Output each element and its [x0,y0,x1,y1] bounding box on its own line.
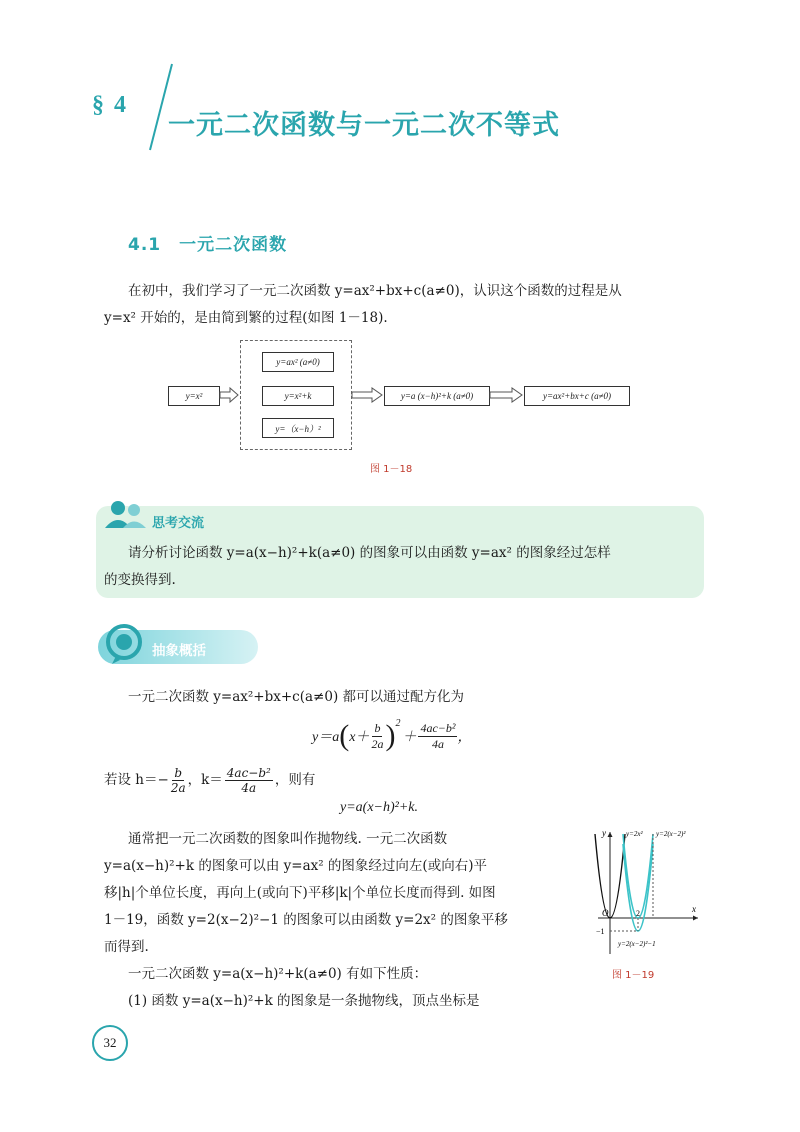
let-k: ，k＝ [187,771,223,788]
figure-1-19-caption: 图 1－19 [612,970,655,981]
intro-line-1: 在初中，我们学习了一元二次函数 y=ax²+bx+c(a≠0)，认识这个函数的过程是从 [128,283,622,299]
f1-x: x＋ [349,730,370,745]
body-line-3: 移|h|个单位长度，再向上(或向下)平移|k|个单位长度而得到. 如图 [104,885,496,901]
formula-completed-square [312,712,471,760]
box-y-x-h-sq: y=（x−h）² [262,418,334,438]
label-two: 2 [636,909,640,918]
subsection-title: 4.1 一元二次函数 [128,235,288,255]
let-frac-k [225,766,273,795]
label-curve-2x2: y=2x² [626,830,643,838]
box-vertex-form: y=a (x−h)²+k (a≠0) [384,386,490,406]
f1-frac-disc [418,721,457,752]
f1-square: 2 [395,718,401,729]
let-suffix: ，则有 [274,771,316,788]
body-line-6: 一元二次函数 y=a(x−h)²+k(a≠0) 有如下性质： [128,966,428,982]
think-line-2: 的变换得到. [104,572,176,588]
lightbulb-icon [102,622,146,666]
section-title: 一元二次函数与一元二次不等式 [168,110,560,141]
body-line-2: y=a(x−h)²+k 的图象可以由 y=ax² 的图象经过向左(或向右)平 [104,858,487,874]
box-general-form: y=ax²+bx+c (a≠0) [524,386,630,406]
f1-lparen: ( [339,719,350,752]
y-axis-arrow [608,832,613,837]
summary-line-1: 一元二次函数 y=ax²+bx+c(a≠0) 都可以通过配方化为 [128,689,465,705]
let-2a: 2a [170,780,186,795]
let-frac-h [171,766,186,795]
intro-line-2: y=x² 开始的，是由简到繁的过程(如图 1－18). [104,310,388,326]
label-curve-vertex: y=2(x−2)²−1 [618,940,656,948]
f1-lhs: y＝a [312,730,340,745]
f1-den: 4a [431,736,444,751]
body-line-1: 通常把一元二次函数的图象叫作抛物线. 一元二次函数 [128,831,448,847]
f1-rparen: ) [385,719,396,752]
let-num: 4ac−b² [226,765,271,780]
label-neg-one: −1 [596,927,605,936]
label-origin: O [602,908,609,918]
box-y-x2-k: y=x²+k [262,386,334,406]
f1-end: ， [457,730,472,745]
figure-1-18-caption: 图 1－18 [370,464,413,475]
body-line-4: 1－19，函数 y=2(x−2)²−1 的图象可以由函数 y=2x² 的图象平移 [104,912,508,928]
figure-1-18 [160,332,640,462]
page-number: 32 [92,1025,128,1061]
f1-2a: 2a [371,736,384,751]
body-line-7: (1) 函数 y=a(x−h)²+k 的图象是一条抛物线，顶点坐标是 [128,993,480,1009]
body-line-5: 而得到. [104,939,149,955]
section-number: § 4 [92,92,128,118]
x-axis-arrow [693,916,698,921]
let-den: 4a [241,780,257,795]
label-x: x [692,904,696,914]
summary-label: 抽象概括 [152,643,206,659]
figure-1-19 [590,826,702,958]
think-exchange-label: 思考交流 [152,516,205,531]
f1-num: 4ac−b² [420,720,456,735]
box-y-ax2: y=ax² (a≠0) [262,352,334,372]
box-y-x-squared: y=x² [168,386,220,406]
let-h-k-line [104,762,315,798]
let-b: b [174,765,183,780]
f1-frac-b-2a [371,721,383,752]
let-prefix: 若设 h＝− [104,771,169,788]
people-icon [102,498,150,532]
curve-2-x-2-sq [623,834,653,918]
figure-arrows [160,332,640,462]
f1-plus: ＋ [402,730,417,745]
f1-b: b [374,720,381,735]
formula-vertex: y=a(x−h)²+k. [340,800,419,815]
think-line-1: 请分析讨论函数 y=a(x−h)²+k(a≠0) 的图象可以由函数 y=ax² 的图象经过怎样 [128,545,611,561]
label-y: y [602,828,606,838]
label-curve-shifted: y=2(x−2)² [656,830,686,838]
